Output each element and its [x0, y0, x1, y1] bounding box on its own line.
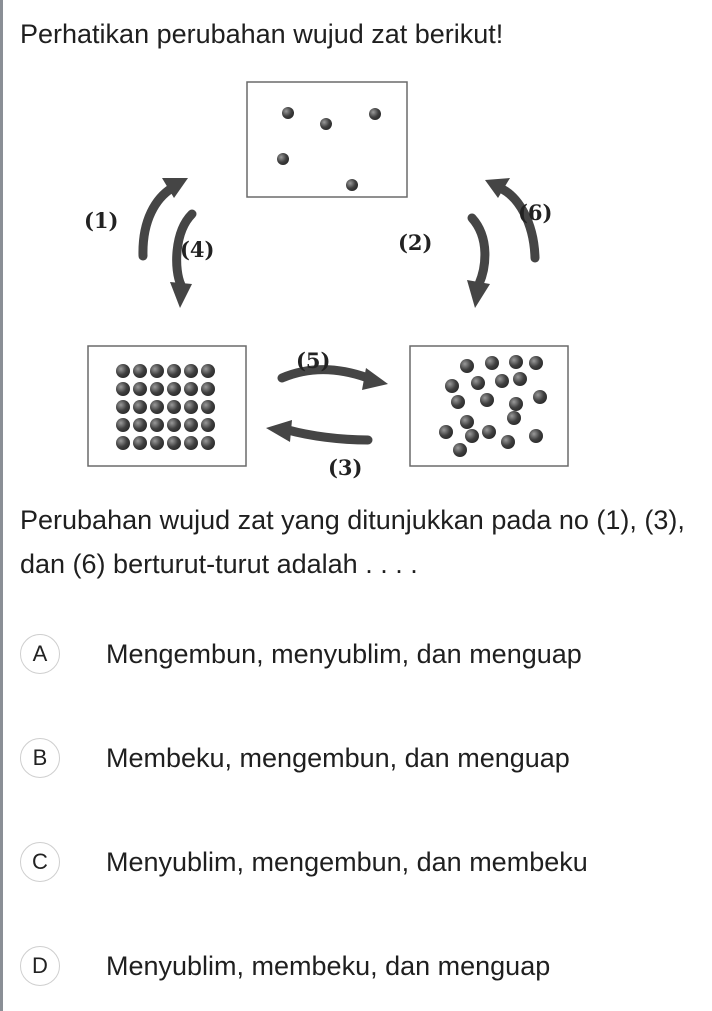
option-c[interactable]: [20, 840, 700, 884]
option-b-letter: B: [20, 738, 60, 778]
gas-box: [247, 82, 407, 197]
option-b-text: Membeku, mengembun, dan menguap: [106, 742, 570, 773]
option-c-letter: C: [20, 842, 60, 882]
arrow-2: [467, 218, 490, 308]
option-b[interactable]: [20, 736, 700, 780]
label-4: (4): [180, 237, 215, 262]
label-6: (6): [518, 200, 553, 225]
question-text: Perubahan wujud zat yang ditunjukkan pada no (1), (3), dan (6) berturut-turut adalah . . . .: [20, 505, 685, 579]
state-change-diagram: [70, 70, 590, 480]
option-d[interactable]: [20, 944, 700, 988]
label-2: (2): [398, 230, 433, 255]
option-a-text: Mengembun, menyublim, dan menguap: [106, 638, 582, 669]
solid-box: [88, 346, 246, 466]
left-border: [0, 0, 3, 1011]
liquid-box: [410, 346, 568, 466]
option-c-text: Menyublim, mengembun, dan membeku: [106, 846, 588, 877]
label-5: (5): [296, 348, 331, 373]
label-3: (3): [328, 455, 363, 480]
option-d-text: Menyublim, membeku, dan menguap: [106, 950, 551, 981]
question-title: Perhatikan perubahan wujud zat berikut!: [20, 19, 504, 49]
option-a-letter: A: [20, 634, 60, 674]
option-d-letter: D: [20, 946, 60, 986]
label-1: (1): [84, 208, 119, 233]
arrow-3: [266, 420, 368, 442]
option-a[interactable]: [20, 632, 700, 676]
